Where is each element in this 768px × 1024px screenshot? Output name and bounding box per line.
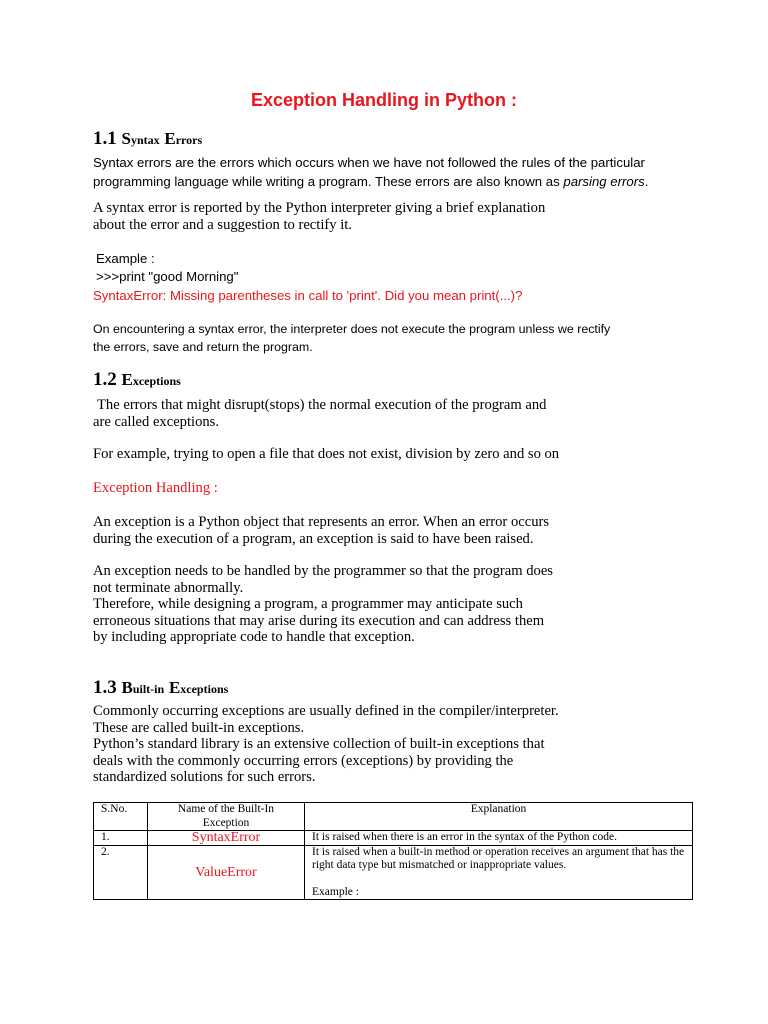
table-header-row [94,803,693,831]
table-cell-exception-name: SyntaxError [148,831,305,846]
exception-handling-subheading: Exception Handling : [93,480,218,496]
page-title: Exception Handling in Python : [250,90,517,110]
exception-handling-paragraph: An exception needs to be handled by the programmer so that the program does not terminate abnormally. Therefore, while designing a program, a programmer may anticipate such erroneous situations that may arise during its execution and can address them by including appropriate code to handle that exception. [93,563,553,645]
built-in-exceptions-paragraph: Commonly occurring exceptions are usually defined in the compiler/interpreter. These are called built-in exceptions. Python’s standard library is an extensive collection of built-in exceptions that deals with the commonly occurring errors (exceptions) by providing the standardized solutions for such errors. [93,703,559,785]
section-heading-exceptions: 1.2 Exceptions [93,369,181,390]
table-header-name: Name of the Built-In Exception [148,803,305,831]
syntax-example-label: Example : [96,251,155,266]
syntax-error-behavior-paragraph: On encountering a syntax error, the interpreter does not execute the program unless we rectify the errors, save and return the program. [93,322,611,354]
table-header-explanation: Explanation [305,803,693,831]
table-row [94,831,693,846]
exceptions-example-paragraph: For example, trying to open a file that does not exist, division by zero and so on [93,446,560,462]
table-cell-explanation: It is raised when a built-in method or operation receives an argument that has the right data type but mismatched or inappropriate values. Example : [305,845,693,900]
table-cell-explanation: It is raised when there is an error in the syntax of the Python code. [305,831,693,846]
section-number: 1.1 [93,128,117,149]
section-number: 1.3 [93,677,117,698]
syntax-error-report-paragraph: A syntax error is reported by the Python interpreter giving a brief explanation about the error and a suggestion to rectify it. [93,200,546,233]
table-cell-exception-name: ValueError [148,845,305,900]
table-cell-sno: 2. [94,845,148,900]
syntax-example-error: SyntaxError: Missing parentheses in call to 'print'. Did you mean print(...)? [93,288,523,303]
built-in-exceptions-table [93,802,693,900]
section-heading-built-in-exceptions: 1.3 Built-in Exceptions [93,677,229,698]
section-number: 1.2 [93,369,117,390]
table-header-sno: S.No. [94,803,148,831]
table-cell-example-label: Example : [312,885,359,898]
table-row [94,845,693,900]
syntax-example-code: >>>print "good Morning" [96,269,239,284]
exceptions-definition: The errors that might disrupt(stops) the normal execution of the program and are called exceptions. [93,397,547,430]
exception-object-paragraph: An exception is a Python object that represents an error. When an error occurs during the execution of a program, an exception is said to have been raised. [93,514,550,547]
section-heading-syntax-errors: 1.1 Syntax Errors [93,128,203,149]
table-cell-sno: 1. [94,831,148,846]
syntax-errors-definition: Syntax errors are the errors which occurs when we have not followed the rules of the particular programming language while writing a program. These errors are also known as parsing errors. [93,155,649,189]
